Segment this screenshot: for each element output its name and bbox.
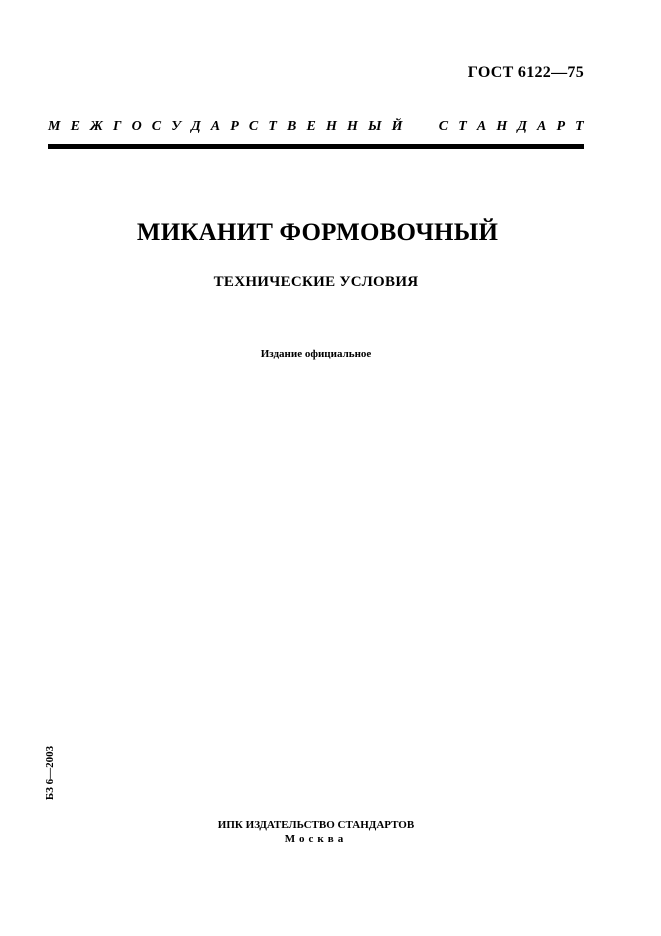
- gost-number: ГОСТ 6122—75: [467, 64, 584, 81]
- document-subtitle: ТЕХНИЧЕСКИЕ УСЛОВИЯ: [213, 274, 419, 290]
- heading-letter: Т: [268, 119, 277, 134]
- heading-letter: Д: [191, 119, 201, 134]
- heading-letter: А: [210, 119, 221, 134]
- heading-letter: С: [151, 119, 162, 134]
- heading-letter: Н: [325, 119, 337, 134]
- heading-letter: О: [131, 119, 142, 134]
- standard-type-heading: [48, 119, 584, 135]
- heading-letter: Ж: [90, 119, 103, 134]
- heading-letter: Д: [517, 119, 527, 134]
- heading-letter: Т: [575, 119, 584, 134]
- heading-letter: У: [171, 119, 181, 134]
- document-title: МИКАНИТ ФОРМОВОЧНЫЙ: [136, 219, 499, 246]
- heading-letter: Р: [230, 119, 239, 134]
- heading-letter: А: [476, 119, 487, 134]
- heading-letter: С: [438, 119, 449, 134]
- heading-letter: Т: [458, 119, 467, 134]
- publisher-name: ИПК ИЗДАТЕЛЬСТВО СТАНДАРТОВ: [217, 819, 415, 831]
- heading-letter: А: [537, 119, 547, 134]
- heading-word-gap: [413, 119, 429, 135]
- heading-letter: Н: [496, 119, 508, 134]
- side-code: БЗ 6—2003: [44, 745, 56, 801]
- heading-letter: Ы: [367, 119, 382, 134]
- heading-letter: В: [287, 119, 297, 134]
- edition-note: Издание официальное: [260, 348, 372, 360]
- header-rule: [48, 144, 584, 149]
- heading-letter: М: [48, 119, 61, 134]
- heading-letter: Г: [112, 119, 122, 134]
- heading-letter: С: [248, 119, 259, 134]
- heading-letter: Н: [346, 119, 358, 134]
- heading-letter: Й: [391, 119, 403, 134]
- heading-letter: Е: [306, 119, 316, 134]
- heading-letter: Е: [70, 119, 80, 134]
- heading-letter: Р: [556, 119, 566, 134]
- publisher-city: Москва: [284, 833, 348, 845]
